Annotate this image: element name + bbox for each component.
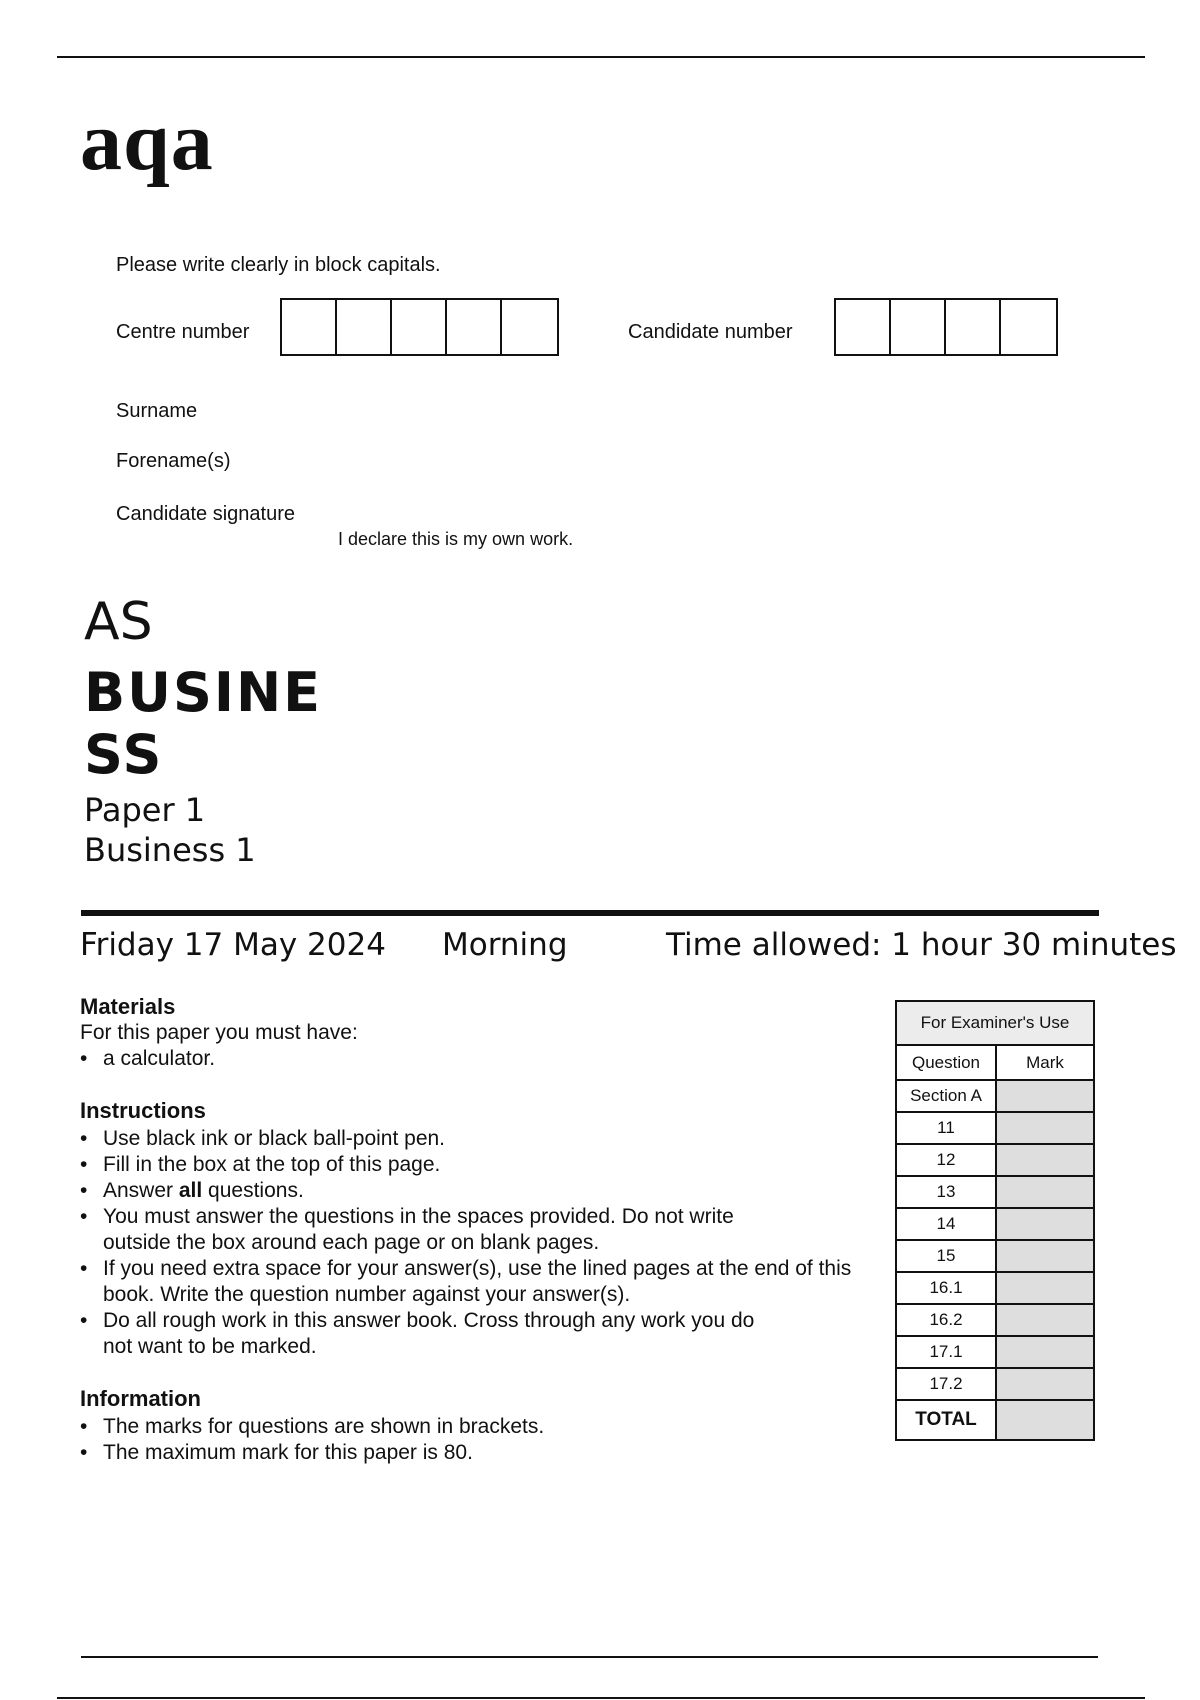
list-item: • The marks for questions are shown in brackets.: [80, 1414, 860, 1440]
mark-column-header: Mark: [996, 1045, 1094, 1080]
mark-cell[interactable]: [996, 1272, 1094, 1304]
table-row: [896, 1208, 1094, 1240]
paper-number: [84, 790, 256, 870]
information-list: [80, 1414, 860, 1466]
bottom-rule-upper: [81, 1656, 1098, 1658]
candidate-number-digit-box[interactable]: [1001, 300, 1056, 354]
mark-cell[interactable]: [996, 1240, 1094, 1272]
mark-cell[interactable]: [996, 1080, 1094, 1112]
question-cell: 17.2: [896, 1368, 996, 1400]
centre-number-digit-box[interactable]: [282, 300, 337, 354]
instructions-heading: Instructions: [80, 1098, 206, 1123]
question-cell: 12: [896, 1144, 996, 1176]
list-item: • If you need extra space for your answer(s), use the lined pages at the end of this book. Write the question number against your answer(s).: [80, 1256, 860, 1308]
information-heading: Information: [80, 1386, 201, 1411]
table-row: [896, 1336, 1094, 1368]
table-row: [896, 1304, 1094, 1336]
list-item: • a calculator.: [80, 1046, 880, 1072]
total-row: [896, 1400, 1094, 1440]
qualification-level: AS: [84, 592, 153, 652]
mark-cell[interactable]: [996, 1208, 1094, 1240]
answer-all-pre: Answer: [103, 1179, 179, 1202]
candidate-number-digit-box[interactable]: [891, 300, 946, 354]
table-row: [896, 1272, 1094, 1304]
question-cell: 14: [896, 1208, 996, 1240]
paper-name: Business 1: [84, 831, 256, 869]
list-item: • The maximum mark for this paper is 80.: [80, 1440, 860, 1466]
question-column-header: Question: [896, 1045, 996, 1080]
candidate-number-label: Candidate number: [628, 321, 793, 343]
answer-all-emphasis: all: [178, 1179, 203, 1202]
bottom-rule-lower: [57, 1697, 1145, 1699]
table-row: [896, 1176, 1094, 1208]
materials-intro: For this paper you must have:: [80, 1021, 358, 1044]
centre-number-label: Centre number: [116, 321, 250, 343]
subject-title: BUSINESS: [84, 661, 323, 786]
mark-cell[interactable]: [996, 1336, 1094, 1368]
paper-label: Paper 1: [84, 791, 206, 829]
question-cell: 16.1: [896, 1272, 996, 1304]
mark-cell[interactable]: [996, 1176, 1094, 1208]
candidate-number-boxes[interactable]: [834, 298, 1058, 356]
mark-cell[interactable]: [996, 1112, 1094, 1144]
list-item: • You must answer the questions in the spaces provided. Do not write outside the box around each page or on blank pages.: [80, 1204, 803, 1256]
materials-heading: Materials: [80, 994, 176, 1019]
answer-all-post: questions.: [202, 1179, 304, 1202]
candidate-number-digit-box[interactable]: [836, 300, 891, 354]
question-cell: 13: [896, 1176, 996, 1208]
table-row: [896, 1368, 1094, 1400]
table-row: [896, 1080, 1094, 1112]
candidate-number-digit-box[interactable]: [946, 300, 1001, 354]
exam-date: Friday 17 May 2024: [80, 927, 386, 963]
list-item: [80, 1178, 860, 1204]
total-mark-cell[interactable]: [996, 1400, 1094, 1440]
aqa-logo: aqa: [80, 95, 214, 188]
question-cell: 11: [896, 1112, 996, 1144]
list-item: • Do all rough work in this answer book. Cross through any work you do not want to be marked.: [80, 1308, 763, 1360]
table-row: [896, 1240, 1094, 1272]
centre-number-digit-box[interactable]: [502, 300, 557, 354]
question-cell: Section A: [896, 1080, 996, 1112]
time-allowed: Time allowed: 1 hour 30 minutes: [666, 927, 1177, 963]
examiner-use-table: [895, 1000, 1095, 1441]
table-row: [896, 1144, 1094, 1176]
block-capitals-instruction: Please write clearly in block capitals.: [116, 254, 441, 276]
mark-cell[interactable]: [996, 1304, 1094, 1336]
information-section: [80, 1386, 860, 1466]
exam-session: Morning: [442, 927, 568, 963]
question-cell: 15: [896, 1240, 996, 1272]
centre-number-digit-box[interactable]: [337, 300, 392, 354]
instructions-list: [80, 1126, 860, 1360]
centre-number-digit-box[interactable]: [447, 300, 502, 354]
centre-number-boxes[interactable]: [280, 298, 559, 356]
surname-label: Surname: [116, 400, 198, 422]
centre-number-digit-box[interactable]: [392, 300, 447, 354]
list-item: • Use black ink or black ball-point pen.: [80, 1126, 860, 1152]
question-cell: 16.2: [896, 1304, 996, 1336]
instructions-section: [80, 1098, 860, 1360]
title-rule: [81, 910, 1099, 916]
list-item: • Fill in the box at the top of this page.: [80, 1152, 860, 1178]
total-label: TOTAL: [896, 1400, 996, 1440]
declaration-text: I declare this is my own work.: [338, 529, 574, 549]
materials-section: [80, 994, 880, 1072]
materials-list: [80, 1046, 880, 1072]
signature-label: Candidate signature: [116, 503, 296, 525]
question-cell: 17.1: [896, 1336, 996, 1368]
mark-cell[interactable]: [996, 1368, 1094, 1400]
table-row: [896, 1112, 1094, 1144]
examiner-table-title: For Examiner's Use: [896, 1001, 1094, 1045]
top-rule: [57, 56, 1145, 58]
forenames-label: Forename(s): [116, 450, 231, 472]
mark-cell[interactable]: [996, 1144, 1094, 1176]
